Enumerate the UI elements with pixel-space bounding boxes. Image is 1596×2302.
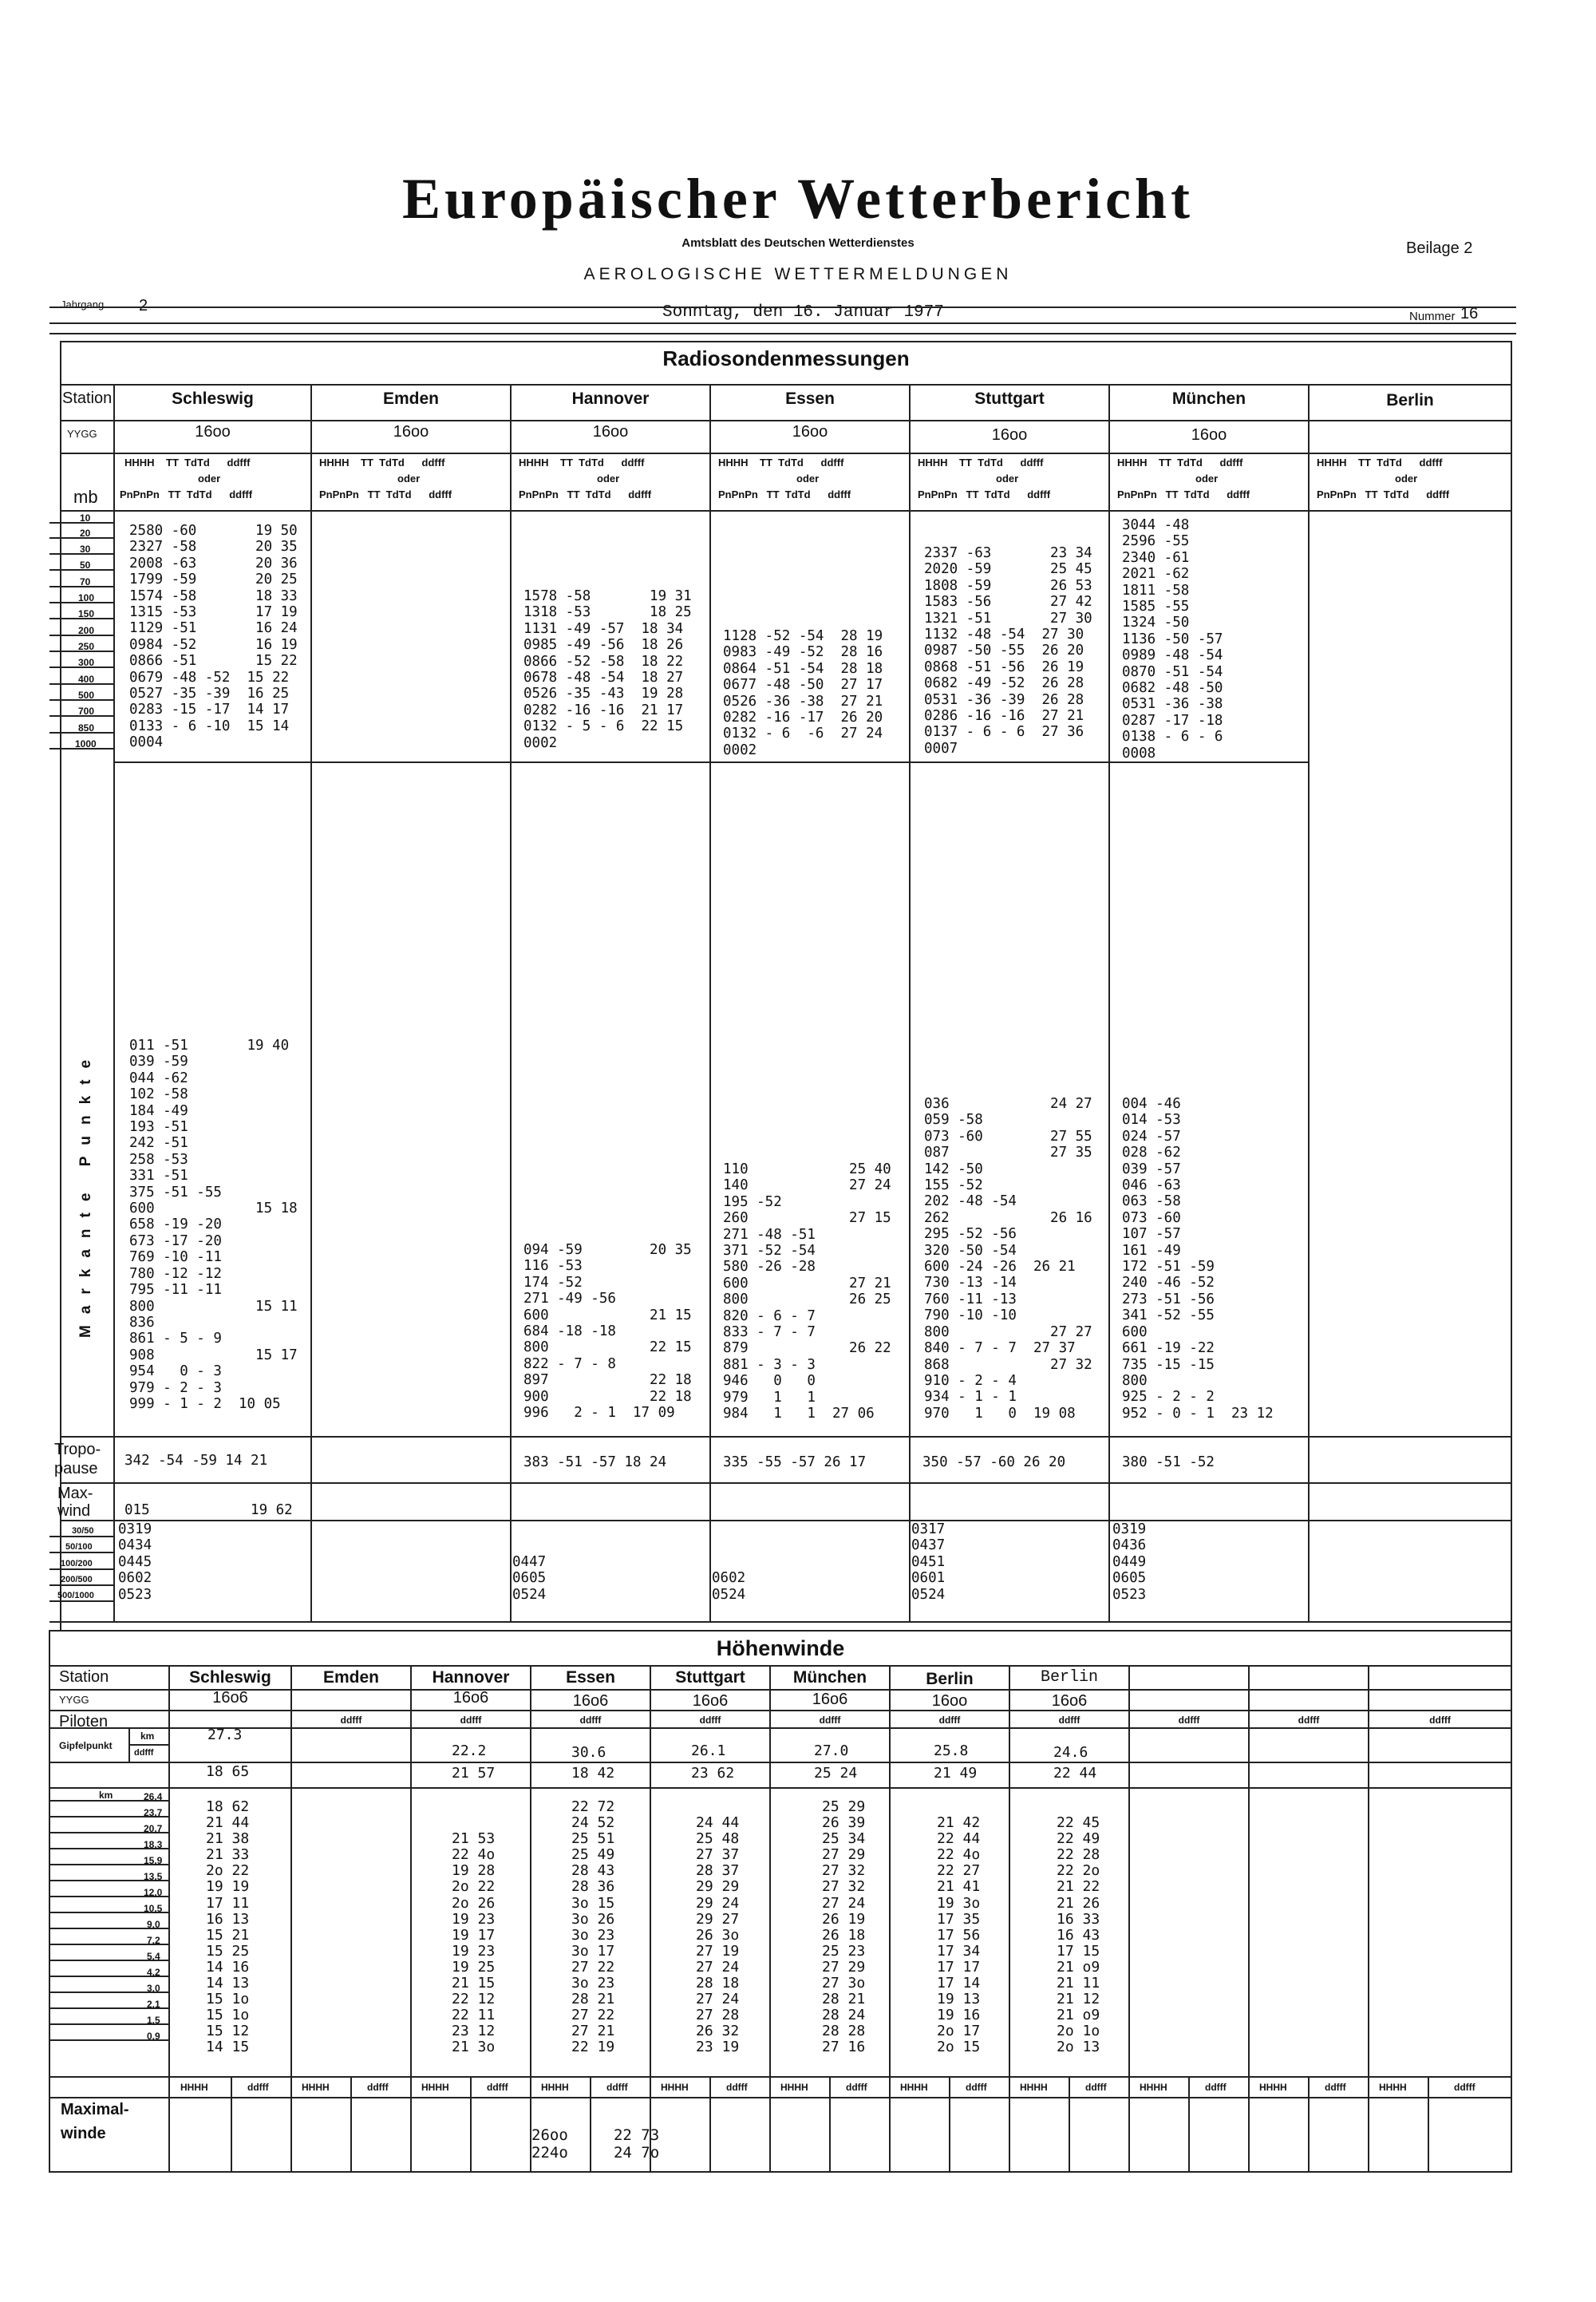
yygg-stuttgart: 16oo <box>991 426 1028 444</box>
mw-hhhh: HHHH <box>780 2082 808 2093</box>
schleswig-marked-points: 011 -51 19 40 039 -59 044 -62 102 -58 184 -49 193 -51 242 -51 258 -53 331 -51 375 -51 -55 600 15 18 658 -19 -20 673 -17 -20 769 -10 -11 780 -12 -12 795 -11 -11 800 15 11 836 861 - 5 - 9 908 15 17 954 0 - 3 979 - 2 - 3 999 - 1 - 2 10 05 <box>129 1038 298 1412</box>
stuttgart-standard-levels: 2337 -63 23 34 2020 -59 25 45 1808 -59 26 53 1583 -56 27 42 1321 -51 27 30 1132 -48 -54 27 30 0987 -50 -55 26 20 0868 -51 -56 26 19 0682 -49 -52 26 28 0531 -36 -39 26 28 0286 -16 -16 27 21 0137 - 6 - 6 27 36 0007 <box>924 545 1092 757</box>
hw-gipfel-label: Gipfelpunkt <box>59 1740 113 1751</box>
hw-ddfff: ddfff <box>460 1715 482 1726</box>
shear-label: 100/200 <box>61 1559 93 1568</box>
mw-hhhh: HHHH <box>900 2082 928 2093</box>
km-level: 0,9 <box>147 2031 160 2042</box>
gipfel-km: 30.6 <box>571 1744 606 1761</box>
level-label: 70 <box>80 576 91 587</box>
hoehen-title: Höhenwinde <box>716 1636 845 1660</box>
colhead-mid: oder <box>597 473 620 485</box>
yygg-hannover: 16oo <box>592 423 629 441</box>
hw-schleswig-winds: 18 62 21 44 21 38 21 33 2o 22 19 19 17 11 16 13 15 21 15 25 14 16 14 13 15 1o 15 1o 15 12 14 15 <box>206 1798 250 2056</box>
jahrgang-value: 2 <box>139 297 148 314</box>
level-label: 700 <box>78 706 95 717</box>
mw-hhhh: HHHH <box>180 2082 208 2093</box>
gipfel-km: 25.8 <box>934 1742 969 1759</box>
hw-station-label: Station <box>59 1668 109 1686</box>
yygg-essen: 16oo <box>792 423 828 441</box>
hw-ddfff: ddfff <box>579 1715 602 1726</box>
colhead-top: HHHH TT TdTd ddfff <box>319 457 445 469</box>
schleswig-tropopause: 342 -54 -59 14 21 <box>124 1453 268 1469</box>
mw-hhhh: HHHH <box>541 2082 569 2093</box>
maximalwinde-label: Maximal- winde <box>61 2101 129 2142</box>
shear-label: 50/100 <box>65 1542 93 1552</box>
mw-hhhh: HHHH <box>421 2082 449 2093</box>
hw-hannover-winds: 21 53 22 4o 19 28 2o 22 2o 26 19 23 19 17 19 23 19 25 21 15 22 12 22 11 23 12 21 3o <box>452 1830 496 2056</box>
colhead-mid: oder <box>996 473 1019 485</box>
schleswig-standard-levels: 2580 -60 19 50 2327 -58 20 35 2008 -63 20 36 1799 -59 20 25 1574 -58 18 33 1315 -53 17 19 1129 -51 16 24 0984 -52 16 19 0866 -51 15 22 0679 -48 -52 15 22 0527 -35 -39 16 25 0283 -15 -17 14 17 0133 - 6 -10 15 14 0004 <box>129 523 298 751</box>
km-level: 5,4 <box>147 1951 160 1962</box>
station-muenchen: München <box>1171 390 1246 408</box>
station-schleswig: Schleswig <box>172 390 254 408</box>
mw-hhhh: HHHH <box>302 2082 330 2093</box>
schleswig-maxwind: 015 19 62 <box>124 1502 293 1518</box>
hw-berlin1-winds: 21 42 22 44 22 4o 22 27 21 41 19 3o 17 35 17 56 17 34 17 17 17 14 19 13 19 16 2o 17 2o 15 <box>937 1814 981 2056</box>
maxwind-label: Max-wind <box>57 1485 93 1520</box>
km-level: 7,2 <box>147 1935 160 1946</box>
colhead-top: HHHH TT TdTd ddfff <box>519 457 645 469</box>
hw-yygg: 16o6 <box>572 1692 609 1710</box>
mw-hhhh: HHHH <box>1020 2082 1048 2093</box>
level-label: 400 <box>78 674 95 685</box>
km-level: 18,3 <box>144 1839 163 1850</box>
colhead-top: HHHH TT TdTd ddfff <box>124 457 251 469</box>
shear-label: 500/1000 <box>57 1591 94 1600</box>
mw-ddfff: ddfff <box>247 2082 269 2093</box>
colhead-top: HHHH TT TdTd ddfff <box>718 457 844 469</box>
station-essen: Essen <box>785 390 835 408</box>
hw-ddfff: ddfff <box>1429 1715 1451 1726</box>
gipfel-ddfff: 22 44 <box>1053 1765 1097 1782</box>
colhead-mid: oder <box>1195 473 1219 485</box>
level-label: 30 <box>80 544 91 555</box>
muenchen-marked-points: 004 -46 014 -53 024 -57 028 -62 039 -57 046 -63 063 -58 073 -60 107 -57 161 -49 172 -51 -59 240 -46 -52 273 -51 -56 341 -52 -55 600 661 -19 -22 735 -15 -15 800 925 - 2 - 2 952 - 0 - 1 23 12 <box>1122 1096 1274 1422</box>
gipfel-ddfff: 23 62 <box>691 1765 735 1782</box>
colhead-mid: oder <box>796 473 820 485</box>
level-label: 1000 <box>75 738 97 750</box>
mw-ddfff: ddfff <box>487 2082 508 2093</box>
yygg-emden: 16oo <box>393 423 429 441</box>
km-level: 26,4 <box>144 1791 163 1802</box>
colhead-top: HHHH TT TdTd ddfff <box>1317 457 1443 469</box>
level-label: 200 <box>78 625 95 636</box>
hw-station: Berlin <box>926 1670 974 1688</box>
maxwinde-hannover: 26oo 22 73 224o 24 7o <box>531 2126 660 2162</box>
stuttgart-shear: 0317 0437 0451 0601 0524 <box>911 1521 946 1603</box>
yygg-muenchen: 16oo <box>1191 426 1227 444</box>
hw-ddfff: ddfff <box>1058 1715 1080 1726</box>
muenchen-shear: 0319 0436 0449 0605 0523 <box>1112 1521 1147 1603</box>
km-level: 9,0 <box>147 1919 160 1930</box>
level-label: 10 <box>80 512 91 524</box>
level-label: 20 <box>80 528 91 539</box>
level-label: 500 <box>78 690 95 701</box>
colhead-mid: oder <box>198 473 221 485</box>
hannover-tropopause: 383 -51 -57 18 24 <box>523 1454 667 1470</box>
subtitle: Amtsblatt des Deutschen Wetterdienstes <box>681 236 915 250</box>
station-stuttgart: Stuttgart <box>974 390 1045 408</box>
hw-yygg-label: YYGG <box>59 1694 89 1706</box>
gipfel-km: 24.6 <box>1053 1744 1088 1761</box>
tropopause-label: Tropo-pause <box>54 1441 101 1477</box>
hannover-standard-levels: 1578 -58 19 31 1318 -53 18 25 1131 -49 -57 18 34 0985 -49 -56 18 26 0866 -52 -58 18 22 0678 -48 -54 18 27 0526 -35 -43 19 28 0282 -16 -16 21 17 0132 - 5 - 6 22 15 0002 <box>523 588 692 751</box>
hw-ddfff: ddfff <box>1298 1715 1320 1726</box>
km-level: 1,5 <box>147 2015 160 2026</box>
gipfel-ddfff: 21 49 <box>934 1765 978 1782</box>
hw-station: Schleswig <box>189 1668 271 1687</box>
colhead-bot: PnPnPn TT TdTd ddfff <box>1117 488 1250 500</box>
yygg-label: YYGG <box>67 428 97 440</box>
essen-tropopause: 335 -55 -57 26 17 <box>723 1454 867 1470</box>
mw-hhhh: HHHH <box>661 2082 689 2093</box>
level-label: 100 <box>78 592 95 603</box>
mw-ddfff: ddfff <box>966 2082 987 2093</box>
shear-label: 30/50 <box>72 1526 94 1536</box>
gipfel-ddfff: 21 57 <box>452 1765 496 1782</box>
hw-ddfff: ddfff <box>1178 1715 1200 1726</box>
shear-label: 200/500 <box>61 1575 93 1584</box>
hw-station: Hannover <box>432 1668 510 1687</box>
hw-muenchen-winds: 25 29 26 39 25 34 27 29 27 32 27 32 27 24 26 19 26 18 25 23 27 29 27 3o 28 21 28 24 28 28 27 16 <box>822 1798 866 2056</box>
mw-ddfff: ddfff <box>367 2082 389 2093</box>
hw-yygg: 16o6 <box>1051 1692 1088 1710</box>
hannover-marked-points: 094 -59 20 35 116 -53 174 -52 271 -49 -56 600 21 15 684 -18 -18 800 22 15 822 - 7 - 8 897 22 18 900 22 18 996 2 - 1 17 09 <box>523 1242 692 1422</box>
station-berlin: Berlin <box>1386 391 1434 409</box>
hw-ddfff: ddfff <box>819 1715 841 1726</box>
km-level: 15,9 <box>144 1855 163 1866</box>
level-label: 300 <box>78 657 95 668</box>
mw-hhhh: HHHH <box>1259 2082 1287 2093</box>
hw-ddfff-label: ddfff <box>134 1748 154 1758</box>
level-label: 150 <box>78 608 95 619</box>
essen-marked-points: 110 25 40 140 27 24 195 -52 260 27 15 271 -48 -51 371 -52 -54 580 -26 -28 600 27 21 800 26 25 820 - 6 - 7 833 - 7 - 7 879 26 22 881 - 3 - 3 946 0 0 979 1 1 984 1 1 27 06 <box>723 1161 891 1422</box>
mw-ddfff: ddfff <box>846 2082 867 2093</box>
level-label: 50 <box>80 560 91 571</box>
gipfel-ddfff: 18 42 <box>571 1765 615 1782</box>
colhead-bot: PnPnPn TT TdTd ddfff <box>120 488 253 500</box>
level-label: 850 <box>78 722 95 734</box>
hw-ddfff: ddfff <box>340 1715 362 1726</box>
essen-standard-levels: 1128 -52 -54 28 19 0983 -49 -52 28 16 0864 -51 -54 28 18 0677 -48 -50 27 17 0526 -36 -38 27 21 0282 -16 -17 26 20 0132 - 6 -6 27 24 0002 <box>723 628 883 758</box>
gipfel-km: 26.1 <box>691 1742 726 1759</box>
mw-hhhh: HHHH <box>1379 2082 1407 2093</box>
hannover-shear: 0447 0605 0524 <box>512 1553 547 1603</box>
colhead-bot: PnPnPn TT TdTd ddfff <box>718 488 851 500</box>
gipfel-ddfff: 18 65 <box>206 1763 250 1780</box>
hw-berlin2-winds: 22 45 22 49 22 28 22 2o 21 22 21 26 16 33 16 43 17 15 21 o9 21 11 21 12 21 o9 2o 1o 2o 13 <box>1057 1814 1100 2056</box>
mb-label: mb <box>73 487 98 507</box>
mw-ddfff: ddfff <box>1205 2082 1227 2093</box>
hw-yygg: 16o6 <box>452 1689 489 1707</box>
mw-ddfff: ddfff <box>1085 2082 1107 2093</box>
yygg-schleswig: 16oo <box>195 423 231 441</box>
colhead-bot: PnPnPn TT TdTd ddfff <box>319 488 452 500</box>
hw-stuttgart-winds: 24 44 25 48 27 37 28 37 29 29 29 24 29 27 26 3o 27 19 27 24 28 18 27 24 27 28 26 32 23 19 <box>696 1814 740 2056</box>
essen-shear: 0602 0524 <box>712 1570 746 1603</box>
page-title: Europäischer Wetterbericht <box>402 167 1194 231</box>
hw-yygg: 16oo <box>931 1692 968 1710</box>
gipfel-km: 22.2 <box>452 1742 487 1759</box>
station-hannover: Hannover <box>571 390 650 408</box>
gipfel-ddfff: 25 24 <box>814 1765 858 1782</box>
hw-yygg: 16o6 <box>692 1692 729 1710</box>
km-level: 4,2 <box>147 1967 160 1978</box>
colhead-bot: PnPnPn TT TdTd ddfff <box>1317 488 1450 500</box>
hw-station: Essen <box>566 1668 615 1687</box>
station-label: Station <box>62 390 113 407</box>
km-level: 12,0 <box>144 1887 163 1898</box>
km-level: 13,5 <box>144 1871 163 1882</box>
nummer-value: 16 <box>1460 305 1479 322</box>
hw-yygg: 16o6 <box>212 1689 248 1707</box>
colhead-top: HHHH TT TdTd ddfff <box>1117 457 1243 469</box>
km-level: 10,5 <box>144 1903 163 1914</box>
schleswig-shear: 0319 0434 0445 0602 0523 <box>118 1521 152 1603</box>
mw-ddfff: ddfff <box>726 2082 748 2093</box>
hw-essen-winds: 22 72 24 52 25 51 25 49 28 43 28 36 3o 15 3o 26 3o 23 3o 17 27 22 3o 23 28 21 27 22 27 21 22 19 <box>571 1798 615 2056</box>
station-emden: Emden <box>382 390 439 408</box>
mw-ddfff: ddfff <box>1325 2082 1346 2093</box>
colhead-mid: oder <box>397 473 421 485</box>
level-label: 250 <box>78 641 95 652</box>
radio-title: Radiosondenmessungen <box>662 346 910 370</box>
hw-yygg: 16o6 <box>812 1691 848 1708</box>
hw-ddfff: ddfff <box>938 1715 961 1726</box>
nummer-label: Nummer <box>1409 310 1456 323</box>
hw-ddfff: ddfff <box>699 1715 721 1726</box>
hw-km-unit: km <box>99 1790 113 1801</box>
mw-hhhh: HHHH <box>1140 2082 1167 2093</box>
hw-station: Berlin <box>1040 1668 1098 1687</box>
markante-punkte-label: Markante Punkte <box>77 1048 94 1338</box>
gipfel-km: 27.0 <box>814 1742 849 1759</box>
mw-ddfff: ddfff <box>606 2082 628 2093</box>
km-level: 3,0 <box>147 1983 160 1994</box>
colhead-mid: oder <box>1395 473 1418 485</box>
hw-station: Emden <box>322 1668 379 1687</box>
gipfel-km: 27.3 <box>207 1726 243 1743</box>
colhead-top: HHHH TT TdTd ddfff <box>918 457 1044 469</box>
hw-station: Stuttgart <box>675 1668 745 1687</box>
colhead-bot: PnPnPn TT TdTd ddfff <box>918 488 1051 500</box>
muenchen-tropopause: 380 -51 -52 <box>1122 1454 1215 1470</box>
colhead-bot: PnPnPn TT TdTd ddfff <box>519 488 652 500</box>
date-line: Sonntag, den 16. Januar 1977 <box>662 303 944 322</box>
stuttgart-marked-points: 036 24 27 059 -58 073 -60 27 55 087 27 35 142 -50 155 -52 202 -48 -54 262 26 16 295 -52 -56 320 -50 -54 600 -24 -26 26 21 730 -13 -14 760 -11 -13 790 -10 -10 800 27 27 840 - 7 - 7 27 37 868 27 32 910 - 2 - 4 934 - 1 - 1 970 1 0 19 08 <box>924 1096 1092 1422</box>
hw-station: München <box>792 1668 867 1687</box>
km-level: 2,1 <box>147 1999 160 2010</box>
km-level: 20,7 <box>144 1823 163 1834</box>
km-level: 23,7 <box>144 1807 163 1818</box>
muenchen-standard-levels: 3044 -48 2596 -55 2340 -61 2021 -62 1811 -58 1585 -55 1324 -50 1136 -50 -57 0989 -48 -54 0870 -51 -54 0682 -48 -50 0531 -36 -38 0287 -17 -18 0138 - 6 - 6 0008 <box>1122 517 1223 761</box>
mw-ddfff: ddfff <box>1454 2082 1476 2093</box>
jahrgang-label: Jahrgang <box>61 299 105 310</box>
section-title: AEROLOGISCHE WETTERMELDUNGEN <box>583 265 1013 283</box>
hw-piloten-label: Piloten <box>59 1713 109 1730</box>
beilage-label: Beilage 2 <box>1406 239 1473 257</box>
hw-km-label: km <box>140 1730 155 1742</box>
stuttgart-tropopause: 350 -57 -60 26 20 <box>922 1454 1066 1470</box>
